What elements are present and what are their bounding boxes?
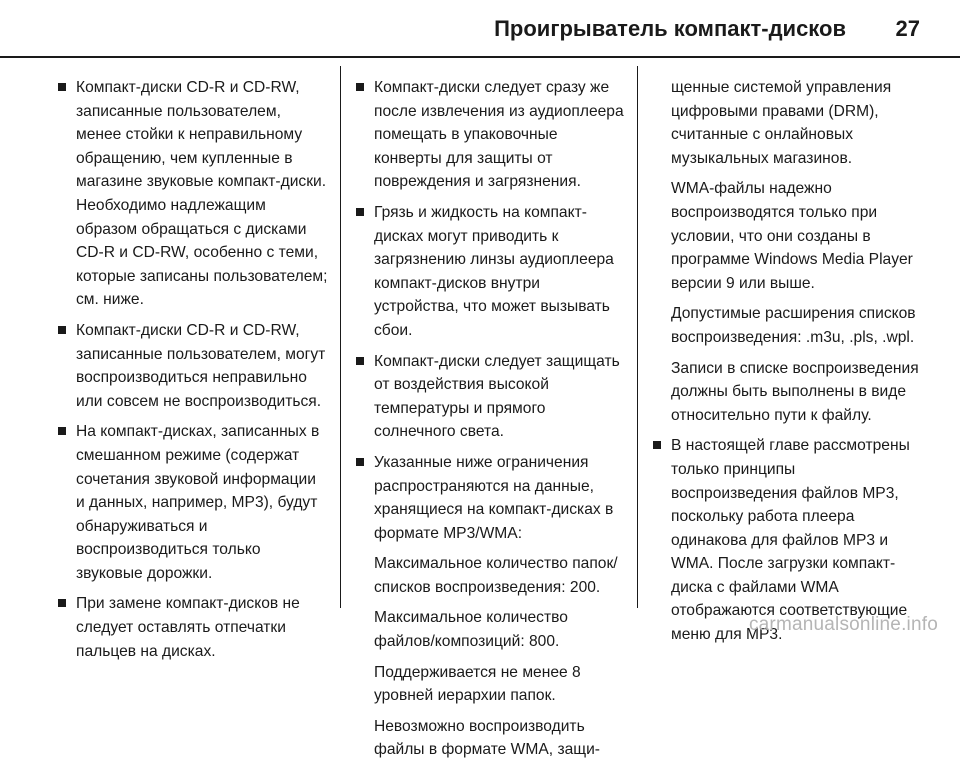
bullet-item bbox=[356, 201, 626, 343]
paragraph: Невозможно воспроизводить файлы в формате WMA, защи- bbox=[374, 717, 600, 759]
bullet-item bbox=[58, 319, 328, 413]
paragraph: Записи в списке воспроизведения должны быть выполнены в виде относительно пути к файлу. bbox=[671, 359, 919, 424]
bullet-square-icon bbox=[356, 357, 364, 365]
header-divider bbox=[0, 56, 960, 58]
page-title: Проигрыватель компакт-дисков bbox=[494, 16, 846, 41]
bullet-square-icon bbox=[58, 427, 66, 435]
watermark: carmanualsonline.info bbox=[748, 614, 938, 635]
bullet-square-icon bbox=[58, 326, 66, 334]
bullet-text: Компакт-диски следует сразу же после извлечения из аудиоплеера помещать в упаковочные конверты для защиты от повреждения и загрязнения. bbox=[374, 79, 624, 191]
bullet-square-icon bbox=[58, 599, 66, 607]
paragraph: Поддерживается не менее 8 уровней иерархии папок. bbox=[374, 663, 581, 705]
paragraph: WMA-файлы надежно воспроизводятся только при условии, что они созданы в программе Windows Media Player версии 9 или выше. bbox=[671, 180, 913, 292]
bullet-item bbox=[58, 420, 328, 585]
bullet-item bbox=[356, 451, 626, 545]
bullet-square-icon bbox=[356, 83, 364, 91]
column-divider bbox=[637, 66, 638, 608]
column-middle bbox=[356, 76, 626, 769]
bullet-square-icon bbox=[653, 441, 661, 449]
bullet-text: Грязь и жидкость на компакт-дисках могут приводить к загрязнению линзы аудиоплеера компакт-дисков внутри устройства, что может вызывать сбои. bbox=[374, 203, 614, 339]
page-header bbox=[0, 0, 960, 56]
column-divider bbox=[340, 66, 341, 608]
column-right bbox=[653, 76, 923, 654]
column-left bbox=[58, 76, 328, 670]
bullet-text: При замене компакт-дисков не следует оставлять отпечатки пальцев на дисках. bbox=[76, 595, 300, 660]
bullet-text: Указанные ниже ограничения распространяются на данные, хранящиеся на компакт-дисках в формате MP3/WMA: bbox=[374, 453, 614, 542]
bullet-item bbox=[356, 76, 626, 194]
bullet-square-icon bbox=[356, 458, 364, 466]
paragraph: Допустимые расширения списков воспроизведения: .m3u, .pls, .wpl. bbox=[671, 305, 916, 346]
paragraph: Максимальное количество папок/списков воспроизведения: 200. bbox=[374, 555, 618, 596]
bullet-text: На компакт-дисках, записанных в смешанном режиме (содержат сочетания звуковой информации и данных, например, MP3), будут обнаруживаться и воспроизводиться только звуковые дорожки. bbox=[76, 423, 320, 582]
bullet-text: Компакт-диски CD-R и CD-RW, записанные пользователем, могут воспроизводиться неправильно или совсем не воспроизводиться. bbox=[76, 321, 326, 410]
bullet-text: В настоящей главе рассмотрены только принципы воспроизведения файлов MP3, поскольку работа плеера одинакова для файлов MP3 и WMA. После загрузки компакт-диска с файлами WMA отображаются соответствующие меню для MP3. bbox=[671, 437, 910, 644]
bullet-item bbox=[356, 350, 626, 444]
bullet-item bbox=[58, 592, 328, 663]
bullet-text: Компакт-диски следует защищать от воздействия высокой температуры и прямого солнечного света. bbox=[374, 352, 620, 441]
bullet-square-icon bbox=[58, 83, 66, 91]
bullet-item bbox=[58, 76, 328, 312]
paragraph: щенные системой управления цифровыми правами (DRM), считанные с онлайновых музыкальных магазинов. bbox=[671, 79, 892, 167]
bullet-text: Компакт-диски CD-R и CD-RW, записанные пользователем, менее стойки к неправильному обращению, чем купленные в магазине звуковые компакт-диски. Необходимо надлежащим образом обращаться с дисками CD-R и CD-RW, особенно с теми, которые записаны пользователем; см. ниже. bbox=[76, 79, 328, 309]
page-number: 27 bbox=[895, 16, 920, 41]
paragraph: Максимальное количество файлов/композиций: 800. bbox=[374, 609, 568, 651]
bullet-square-icon bbox=[356, 208, 364, 216]
